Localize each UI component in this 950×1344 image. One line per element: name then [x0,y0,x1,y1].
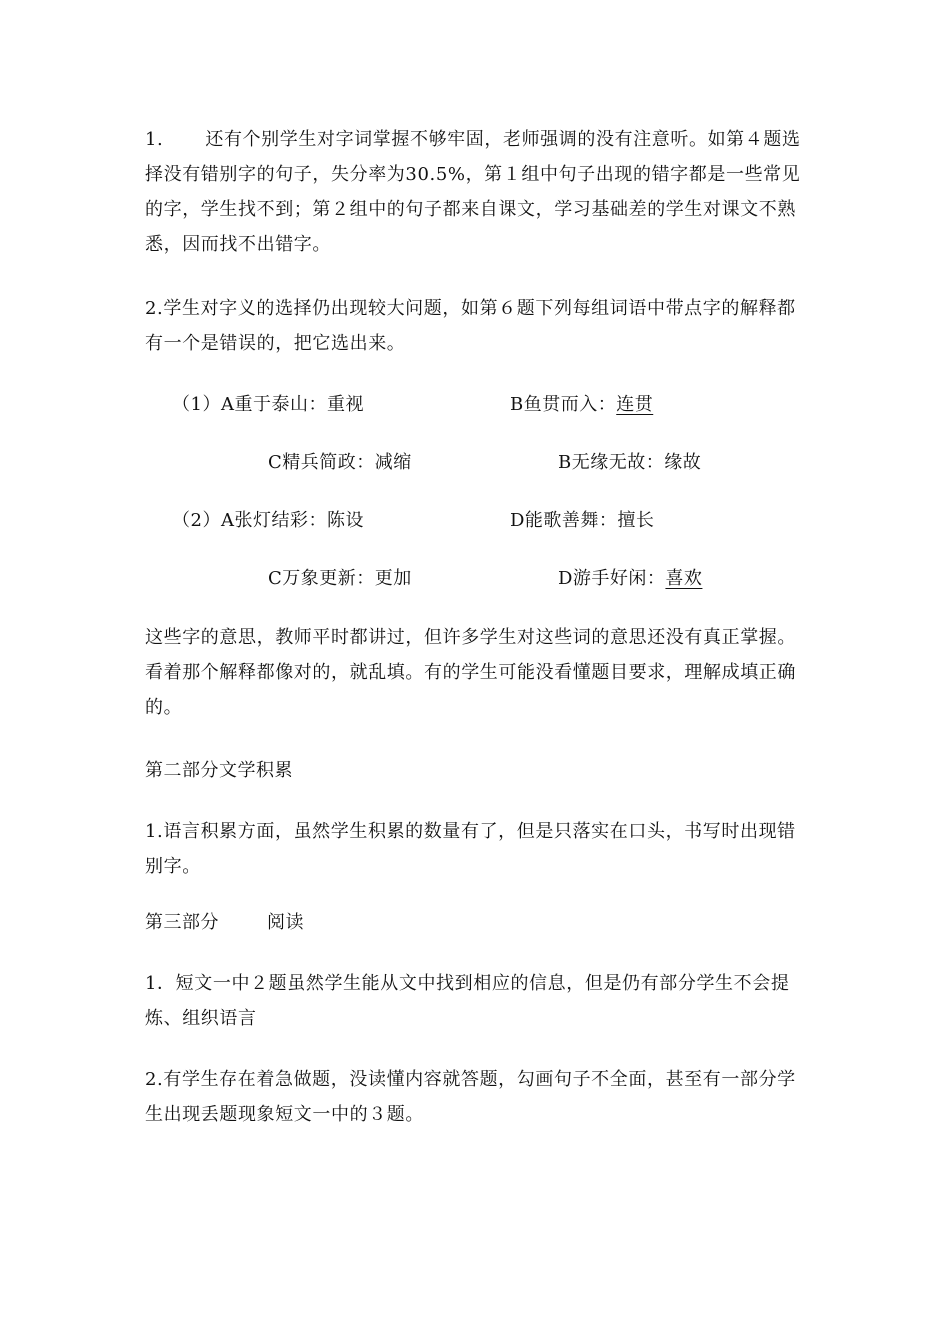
paragraph-1-number: 1. [145,129,164,150]
option-answer: 更加 [374,568,412,589]
option-row-2-right: B无缘无故：缘故 [558,452,702,473]
option-row-1-left: （1）A重于泰山：重视 [172,394,364,415]
paragraph-1-text: 还有个别学生对字词掌握不够牢固，老师强调的没有注意听。如第４题选择没有错别字的句子，失分率为30.5%，第１组中句子出现的错字都是一些常见的字，学生找不到；第２组中的句子都来自课文，学习基础差的学生对课文不熟悉，因而找不出错字。 [145,129,801,255]
paragraph-2: 2.学生对字义的选择仍出现较大问题，如第６题下列每组词语中带点字的解释都有一个是错误的，把它选出来。 [145,298,796,354]
option-answer: 重视 [326,394,364,415]
paragraph-4: 1.语言积累方面，虽然学生积累的数量有了，但是只落实在口头，书写时出现错别字。 [145,821,796,877]
paragraph-1 [145,122,810,262]
option-row-2-left: C精兵简政：减缩 [268,452,412,473]
option-answer: 陈设 [326,510,364,531]
paragraph-6: 2.有学生存在着急做题，没读懂内容就答题，勾画句子不全面，甚至有一部分学生出现丢题现象短文一中的３题。 [145,1069,796,1125]
option-answer-underlined: 喜欢 [665,568,703,589]
paragraph-5: 1．短文一中２题虽然学生能从文中找到相应的信息，但是仍有部分学生不会提炼、组织语言 [145,973,790,1029]
option-answer: 减缩 [374,452,412,473]
section-heading-2: 第二部分文学积累 [145,760,293,781]
option-row-4-right: D游手好闲：喜欢 [558,568,703,589]
option-row-3-left: （2）A张灯结彩：陈设 [172,510,364,531]
paragraph-3: 这些字的意思，教师平时都讲过，但许多学生对这些词的意思还没有真正掌握。看着那个解释都像对的，就乱填。有的学生可能没看懂题目要求，理解成填正确的。 [145,627,796,718]
option-answer: 擅长 [617,510,655,531]
option-row-4-left: C万象更新：更加 [268,568,412,589]
option-row-3-right: D能歌善舞：擅长 [510,510,655,531]
option-answer: 缘故 [664,452,702,473]
option-answer-underlined: 连贯 [616,394,654,415]
section-heading-3: 第三部分 阅读 [145,912,304,933]
option-row-1-right: B鱼贯而入：连贯 [510,394,654,415]
